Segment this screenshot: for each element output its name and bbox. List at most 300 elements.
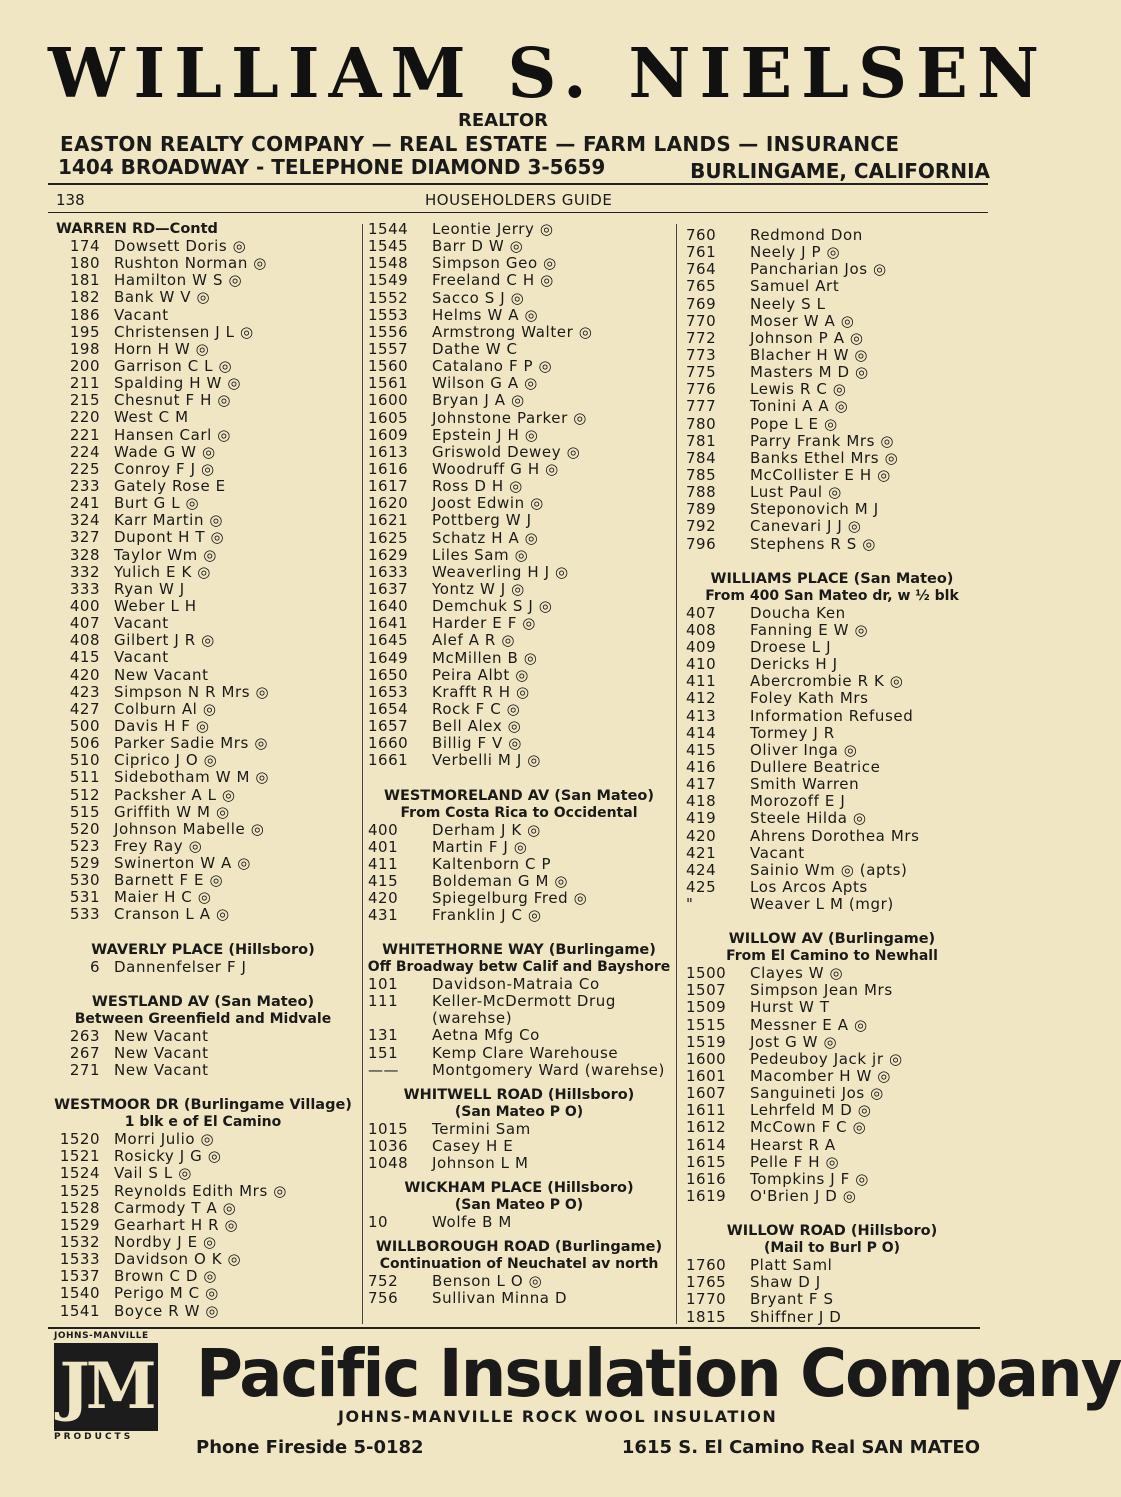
house-number: 415 [368,871,399,890]
column-divider [362,224,363,1324]
street-subheading: 1 blk e of El Camino [124,1114,282,1131]
house-number: 1614 [686,1135,727,1154]
house-number: 420 [686,826,717,845]
house-number: " [686,895,694,914]
house-number: 224 [69,442,100,461]
resident-name: Hurst W T [750,998,830,1017]
listing-row [48,444,358,461]
listing-row [682,810,982,827]
street-heading: WHITETHORNE WAY (Burlingame) [382,942,656,959]
street-subheading: Off Broadway betw Calif and Bayshore [367,959,671,976]
house-number: 765 [686,277,717,296]
resident-name: Catalano F P ◎ [432,357,553,376]
listing-row [682,1309,982,1326]
resident-name: Termini Sam [432,1119,531,1138]
resident-name: Steponovich M J [750,500,879,519]
listing-row [682,742,982,759]
listing-row [48,478,358,495]
resident-name: Bryant F S [750,1290,834,1309]
house-number: 225 [69,459,100,478]
listing-row [682,862,982,879]
house-number: 773 [686,345,717,364]
listing-row [364,375,674,392]
house-number: 792 [686,517,717,536]
resident-name: Davidson O K ◎ [114,1250,242,1269]
resident-name: McCown F C ◎ [750,1118,867,1137]
house-number: 1641 [368,614,409,633]
house-number: 1616 [686,1169,727,1188]
listing-row [682,759,982,776]
listing-row [48,238,358,255]
house-number: 1549 [368,271,409,290]
resident-name: New Vacant [114,1061,209,1080]
resident-name: Johnson P A ◎ [750,328,864,347]
house-number: 408 [69,631,100,650]
resident-name: Griswold Dewey ◎ [432,442,581,461]
resident-name: Pedeuboy Jack jr ◎ [750,1049,903,1068]
resident-name: McMillen B ◎ [432,648,538,667]
listing-row [682,364,982,381]
listing-row [48,1131,358,1148]
advertiser-services: EASTON REALTY COMPANY — REAL ESTATE — FARM LANDS — INSURANCE [60,132,900,156]
resident-name: Karr Martin ◎ [114,511,224,530]
house-number: 1615 [686,1152,727,1171]
listing-row [364,1121,674,1138]
listing-row [48,341,358,358]
house-number: 151 [368,1043,399,1062]
resident-name: Bryan J A ◎ [432,391,525,410]
listing-row [48,564,358,581]
resident-name: Christensen J L ◎ [114,322,254,341]
resident-name: Pope L E ◎ [750,414,838,433]
listing-row [364,1138,674,1155]
listing-row [682,673,982,690]
resident-name: Canevari J J ◎ [750,517,862,536]
house-number: 407 [686,603,717,622]
column-3 [682,221,982,1326]
listing-row [48,1251,358,1268]
listing-row [48,375,358,392]
resident-name: Dullere Beatrice [750,757,881,776]
house-number: 420 [368,889,399,908]
house-number: 409 [686,637,717,656]
resident-name: Verbelli M J ◎ [432,751,541,770]
resident-name: Dannenfelser F J [114,957,247,976]
resident-name: Woodruff G H ◎ [432,459,559,478]
listing-row [364,392,674,409]
house-number: 1609 [368,425,409,444]
house-number: 523 [69,836,100,855]
resident-name: Gilbert J R ◎ [114,631,215,650]
title-rule [48,212,988,213]
footer-subtitle: JOHNS-MANVILLE ROCK WOOL INSULATION [338,1407,778,1426]
footer-company-name: Pacific Insulation Company [196,1335,1121,1412]
listing-row [48,667,358,684]
resident-name: Alef A R ◎ [432,631,516,650]
resident-name: Ciprico J O ◎ [114,751,218,770]
house-number: 327 [69,528,100,547]
resident-name: Fanning E W ◎ [750,620,869,639]
listing-row [48,324,358,341]
resident-name: Packsher A L ◎ [114,785,236,804]
listing-row [364,856,674,873]
resident-name: Lust Paul ◎ [750,483,842,502]
listing-row [48,615,358,632]
column-2 [364,221,674,1308]
listing-row [48,804,358,821]
house-number: 500 [69,716,100,735]
resident-name: Moser W A ◎ [750,311,855,330]
resident-name: Perigo M C ◎ [114,1284,219,1303]
listing-row [682,278,982,295]
listing-row [682,1034,982,1051]
house-number: 415 [69,648,100,667]
house-number: 174 [69,237,100,255]
listing-row [364,307,674,324]
resident-name: Pottberg W J [432,511,532,530]
house-number: 1613 [368,442,409,461]
listing-row [364,890,674,907]
page-title: HOUSEHOLDERS GUIDE [425,191,613,209]
resident-name: Helms W A ◎ [432,305,539,324]
listing-row [48,495,358,512]
house-number: 1548 [368,254,409,273]
listing-row [682,433,982,450]
house-number: 1561 [368,374,409,393]
listing-row [364,632,674,649]
street-heading: WHITWELL ROAD (Hillsboro) [403,1086,635,1103]
resident-name: Krafft R H ◎ [432,682,530,701]
listing-row [48,461,358,478]
house-number: 1036 [368,1136,409,1155]
house-number: 1507 [686,981,727,1000]
listing-row [682,296,982,313]
house-number: 1654 [368,699,409,718]
resident-name: Macomber H W ◎ [750,1067,891,1086]
listing-row [364,735,674,752]
listing-row [364,272,674,289]
listing-row [682,793,982,810]
listing-row [682,313,982,330]
house-number: 775 [686,363,717,382]
listing-row [682,965,982,982]
house-number: 1616 [368,459,409,478]
resident-name: Peira Albt ◎ [432,665,529,684]
listing-row [48,409,358,426]
resident-name: Brown C D ◎ [114,1267,218,1286]
house-number: 796 [686,534,717,553]
listing-row [364,684,674,701]
house-number: 1553 [368,305,409,324]
resident-name: Spiegelburg Fred ◎ [432,889,588,908]
listing-row [48,255,358,272]
house-number: 1541 [59,1301,100,1320]
resident-name: Boldeman G M ◎ [432,871,569,890]
resident-name: Davis H F ◎ [114,716,210,735]
listing-row [48,1303,358,1320]
house-number: 186 [69,305,100,324]
listing-row [48,821,358,838]
house-number: 776 [686,380,717,399]
house-number: 1529 [59,1215,100,1234]
resident-name: Dathe W C [432,339,518,358]
resident-name: Tormey J R [750,723,835,742]
resident-name: Joost Edwin ◎ [432,494,544,513]
street-heading: WILLBOROUGH ROAD (Burlingame) [375,1239,663,1256]
house-number: 195 [69,322,100,341]
resident-name: New Vacant [114,1026,209,1045]
resident-name: Sidebotham W M ◎ [114,768,270,787]
house-number: 182 [69,288,100,307]
house-number: 1649 [368,648,409,667]
listing-row [48,1028,358,1045]
resident-name: Lewis R C ◎ [750,380,847,399]
listing-row [48,1268,358,1285]
resident-name: Simpson Jean Mrs [750,981,893,1000]
listing-row [682,1291,982,1308]
house-number: 417 [686,775,717,794]
page-number: 138 [56,191,85,209]
listing [364,1214,674,1231]
resident-name: Reynolds Edith Mrs ◎ [114,1181,287,1200]
resident-name: Hearst R A [750,1135,836,1154]
house-number: 1645 [368,631,409,650]
resident-name: Ross D H ◎ [432,477,523,496]
listing-row [48,1217,358,1234]
footer-rule [48,1327,980,1329]
house-number: 1617 [368,477,409,496]
listing-row [48,752,358,769]
listing-row [682,708,982,725]
house-number: 1653 [368,682,409,701]
listing-row [364,822,674,839]
listing-row [364,427,674,444]
house-number: 1515 [686,1015,727,1034]
house-number: 752 [368,1272,399,1291]
house-number: 423 [69,682,100,701]
jm-brand-top: JOHNS-MANVILLE [54,1331,149,1341]
listing-row [682,1171,982,1188]
listing-row [682,1137,982,1154]
house-number: 531 [69,888,100,907]
house-number: 1661 [368,751,409,770]
listing-row [682,1102,982,1119]
resident-name: Bank W V ◎ [114,288,211,307]
resident-name: Garrison C L ◎ [114,356,233,375]
resident-name: Rock F C ◎ [432,699,521,718]
listing-row [364,907,674,924]
house-number: 181 [69,271,100,290]
listing-row [682,605,982,622]
resident-name: Morri Julio ◎ [114,1130,215,1149]
resident-name: Platt Saml [750,1256,833,1275]
resident-name: Neely S L [750,294,826,313]
listing-row [364,495,674,512]
house-number: 510 [69,751,100,770]
house-number: 756 [368,1289,399,1308]
resident-name: Ahrens Dorothea Mrs [750,826,920,845]
resident-name: Redmond Don [750,226,863,244]
resident-name: Lehrfeld M D ◎ [750,1101,872,1120]
resident-name: Chesnut F H ◎ [114,391,232,410]
house-number: 1621 [368,511,409,530]
house-number: 418 [686,792,717,811]
house-number: 1552 [368,288,409,307]
listing-row [364,547,674,564]
street-subheading: Continuation of Neuchatel av north [379,1256,659,1273]
house-number: 180 [69,254,100,273]
house-number: 271 [69,1061,100,1080]
listing-row [364,1155,674,1172]
listing-row [48,512,358,529]
listing-row [48,718,358,735]
listing [682,605,982,914]
advertiser-address: 1404 BROADWAY - TELEPHONE DIAMOND 3-5659 [58,155,606,179]
resident-name: Vail S L ◎ [114,1164,192,1183]
house-number: 1015 [368,1119,409,1138]
street-subheading: From 400 San Mateo dr, w ½ blk [705,587,959,604]
listing-row [682,1274,982,1291]
listing [682,965,982,1205]
listing-row [48,787,358,804]
resident-name: Tompkins J F ◎ [750,1169,869,1188]
resident-name: Gearhart H R ◎ [114,1215,239,1234]
listing-row [682,896,982,913]
resident-name: Dupont H T ◎ [114,528,225,547]
resident-name: Simpson N R Mrs ◎ [114,682,270,701]
listing-row [48,1045,358,1062]
house-number: 1537 [59,1267,100,1286]
resident-name: Dowsett Doris ◎ [114,237,247,255]
house-number: 328 [69,545,100,564]
resident-name: Dericks H J [750,655,838,674]
resident-name: New Vacant [114,1043,209,1062]
house-number: 777 [686,397,717,416]
house-number: 520 [69,819,100,838]
listing-row [682,1154,982,1171]
resident-name: Johnson Mabelle ◎ [114,819,265,838]
listing-row [48,1234,358,1251]
resident-name: Leontie Jerry ◎ [432,220,554,238]
resident-name: Kaltenborn C P [432,854,552,873]
advertiser-title: REALTOR [457,110,549,131]
resident-name: New Vacant [114,665,209,684]
resident-name: Oliver Inga ◎ [750,740,858,759]
resident-name: Sullivan Minna D [432,1289,568,1308]
house-number: 1525 [59,1181,100,1200]
resident-name: Harder E F ◎ [432,614,536,633]
listing-row [364,1214,674,1231]
house-number: 233 [69,476,100,495]
house-number: 1625 [368,528,409,547]
house-number: 411 [368,854,399,873]
house-number: 333 [69,579,100,598]
listing-row [48,872,358,889]
resident-name: Clayes W ◎ [750,964,844,983]
listing [364,221,674,770]
house-number: 769 [686,294,717,313]
resident-name: Aetna Mfg Co [432,1026,540,1045]
house-number: 1770 [686,1290,727,1309]
house-number: 200 [69,356,100,375]
listing-row [364,1062,674,1079]
footer-phone: Phone Fireside 5-0182 [196,1437,424,1458]
house-number: 424 [686,860,717,879]
house-number: 263 [69,1026,100,1045]
house-number: 1637 [368,579,409,598]
listing-row [682,227,982,244]
resident-name: Billig F V ◎ [432,734,522,753]
listing-row [682,622,982,639]
listing-row [682,1017,982,1034]
listing-row [682,261,982,278]
street-heading: WILLOW ROAD (Hillsboro) [726,1223,938,1240]
house-number: 1545 [368,237,409,256]
street-subheading: (San Mateo P O) [454,1103,584,1120]
resident-name: Montgomery Ward (warehse) [432,1060,665,1079]
listing-row [364,512,674,529]
listing-row [48,1285,358,1302]
house-number: 411 [686,672,717,691]
house-number: 1524 [59,1164,100,1183]
house-number: 415 [686,740,717,759]
house-number: 1640 [368,597,409,616]
house-number: 789 [686,500,717,519]
resident-name: Liles Sam ◎ [432,545,529,564]
listing-row [48,769,358,786]
listing-row [48,547,358,564]
house-number: 785 [686,465,717,484]
listing-row [364,839,674,856]
house-number: 1650 [368,665,409,684]
listing [364,1121,674,1172]
house-number: 1556 [368,322,409,341]
house-number: 761 [686,243,717,262]
house-number: 1605 [368,408,409,427]
listing-row [48,581,358,598]
resident-name: Neely J P ◎ [750,243,841,262]
listing-row [682,690,982,707]
resident-name: McCollister E H ◎ [750,465,891,484]
listing-row [364,650,674,667]
listing-row [364,752,674,769]
listing-row [682,845,982,862]
house-number: 515 [69,802,100,821]
listing-row [682,450,982,467]
house-number: 131 [368,1026,399,1045]
resident-name: Jost G W ◎ [750,1032,838,1051]
resident-name: Stephens R S ◎ [750,534,876,553]
listing [682,1257,982,1326]
listing-row [364,993,674,1027]
listing-row [48,889,358,906]
street-heading: WICKHAM PLACE (Hillsboro) [404,1180,634,1197]
resident-name: West C M [114,408,189,427]
house-number: 1519 [686,1032,727,1051]
street-heading: WILLIAMS PLACE (San Mateo) [710,570,954,587]
resident-name: Vacant [114,648,169,667]
listing [48,1131,358,1320]
house-number: 770 [686,311,717,330]
listing-row [364,667,674,684]
street-subheading: Between Greenfield and Midvale [74,1010,332,1027]
resident-name: Information Refused [750,706,914,725]
listing-row [682,518,982,535]
house-number: 425 [686,877,717,896]
house-number: 407 [69,614,100,633]
jm-logo: JM [54,1343,158,1431]
listing-row [48,358,358,375]
